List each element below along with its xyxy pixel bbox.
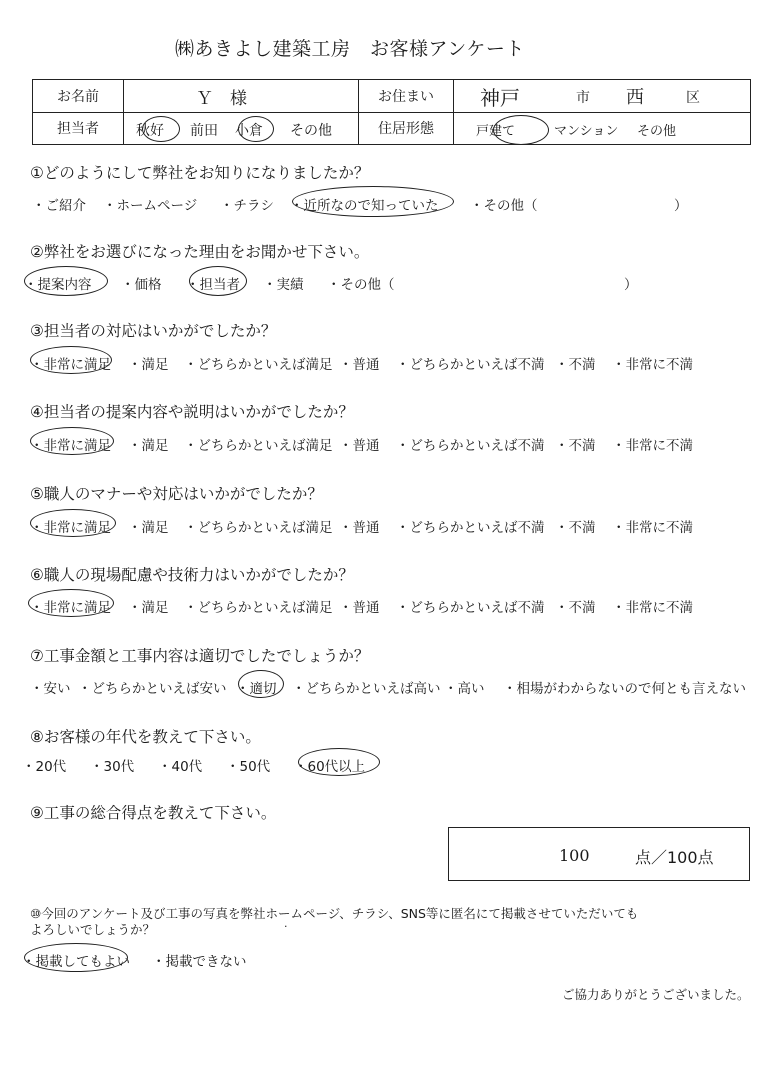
selection-circle-ogura [238,116,274,142]
q4-option-very-satisfied: ・非常に満足 [30,438,111,454]
selection-circle-q5 [30,509,116,537]
q1-option-homepage: ・ホームページ [103,198,198,214]
q8-option-40s: ・40代 [158,759,203,775]
q10-option-allow: ・掲載してもよい [22,954,130,970]
address-handwritten-ward: 西 [626,87,644,108]
q6-option-satisfied: ・満足 [128,600,169,616]
q1-option-flyer: ・チラシ [220,198,274,214]
q5-option-neutral: ・普通 [339,520,380,536]
name-cell [124,80,359,113]
q3-option-satisfied: ・満足 [128,357,169,373]
q7-option-expensive: ・高い [444,681,485,697]
question-10-line2: よろしいでしょうか？ [30,922,156,937]
q3-option-very-dissatisfied: ・非常に不満 [612,357,693,373]
selection-circle-akiyoshi [142,116,180,142]
q1-option-nearby: ・近所なので知っていた [290,198,439,214]
q2-option-other: ・その他（ [327,277,395,293]
question-8: ⑧お客様の年代を教えて下さい。 [30,728,261,746]
address-city-label: 市 [576,90,590,106]
address-handwritten-city: 神戸 [480,86,520,110]
q4-option-very-dissatisfied: ・非常に不満 [612,438,693,454]
q5-option-somewhat-dissatisfied: ・どちらかといえば不満 [396,520,545,536]
selection-circle-q8 [298,748,380,776]
q3-option-neutral: ・普通 [339,357,380,373]
q2-option-record: ・実績 [263,277,304,293]
score-suffix: 点／100点 [635,848,714,867]
question-10-line1: ⑩今回のアンケート及び工事の写真を弊社ホームページ、チラシ、SNS等に匿名にて掲載させていただいても [30,906,639,921]
q7-option-appropriate: ・適切 [236,681,277,697]
address-ward-label: 区 [686,90,700,106]
question-5: ⑤職人のマナーや対応はいかがでしたか？ [30,485,323,503]
q3-option-very-satisfied: ・非常に満足 [30,357,111,373]
housing-option-house: 戸建て [476,123,516,139]
q6-option-very-satisfied: ・非常に満足 [30,600,111,616]
q7-option-somewhat-cheap: ・どちらかといえば安い [78,681,227,697]
address-cell [454,80,751,113]
selection-circle-q10 [24,943,128,972]
q2-option-staff: ・担当者 [186,277,240,293]
q2-option-other-close: ） [624,277,638,293]
housing-label: 住居形態 [359,112,454,145]
q7-option-somewhat-expensive: ・どちらかといえば高い [292,681,441,697]
q1-option-referral: ・ご紹介 [32,198,86,214]
selection-circle-q2-staff [189,266,247,296]
staff-option-maeda: 前田 [190,122,218,139]
question-4: ④担当者の提案内容や説明はいかがでしたか？ [30,403,354,421]
q8-option-60s-plus: ・60代以上 [294,759,366,775]
q5-option-somewhat-satisfied: ・どちらかといえば満足 [184,520,333,536]
q4-option-dissatisfied: ・不満 [555,438,596,454]
stray-mark: · [284,920,288,933]
score-value: 100 [559,846,590,865]
q8-option-30s: ・30代 [90,759,135,775]
q4-option-neutral: ・普通 [339,438,380,454]
q8-option-20s: ・20代 [22,759,67,775]
q5-option-very-satisfied: ・非常に満足 [30,520,111,536]
selection-circle-house [493,115,549,145]
question-6: ⑥職人の現場配慮や技術力はいかがでしたか？ [30,566,354,584]
selection-circle-q7 [238,670,284,698]
q8-option-50s: ・50代 [226,759,271,775]
customer-info-table [32,79,751,145]
q6-option-neutral: ・普通 [339,600,380,616]
q6-option-somewhat-dissatisfied: ・どちらかといえば不満 [396,600,545,616]
q4-option-somewhat-satisfied: ・どちらかといえば満足 [184,438,333,454]
q1-option-other: ・その他（ [470,198,538,214]
selection-circle-q3 [30,346,112,374]
q4-option-somewhat-dissatisfied: ・どちらかといえば不満 [396,438,545,454]
question-2: ②弊社をお選びになった理由をお聞かせ下さい。 [30,243,370,261]
q3-option-somewhat-satisfied: ・どちらかといえば満足 [184,357,333,373]
selection-circle-q4 [30,427,114,455]
q2-option-proposal: ・提案内容 [24,277,92,293]
q2-option-price: ・価格 [121,277,162,293]
q5-option-very-dissatisfied: ・非常に不満 [612,520,693,536]
q5-option-satisfied: ・満足 [128,520,169,536]
staff-option-other: その他 [290,122,332,139]
staff-label: 担当者 [33,112,124,145]
question-9: ⑨工事の総合得点を教えて下さい。 [30,804,277,822]
q6-option-dissatisfied: ・不満 [555,600,596,616]
staff-option-akiyoshi: 秋好 [136,122,164,139]
q6-option-somewhat-satisfied: ・どちらかといえば満足 [184,600,333,616]
housing-option-other: その他 [637,123,677,139]
selection-circle-q6 [28,589,114,617]
q7-option-cheap: ・安い [30,681,71,697]
selection-circle-q1 [292,186,454,217]
closing-thanks: ご協力ありがとうございました。 [562,987,750,1002]
name-label: お名前 [33,80,124,113]
name-value: Ｙ 様 [196,89,247,109]
staff-option-ogura: 小倉 [235,122,263,139]
question-7: ⑦工事金額と工事内容は適切でしたでしょうか？ [30,647,370,665]
score-box [448,827,750,881]
q10-option-deny: ・掲載できない [152,954,247,970]
q5-option-dissatisfied: ・不満 [555,520,596,536]
q3-option-dissatisfied: ・不満 [555,357,596,373]
q1-option-other-close: ） [674,198,688,214]
selection-circle-q2-proposal [24,266,108,296]
q3-option-somewhat-dissatisfied: ・どちらかといえば不満 [396,357,545,373]
q7-option-unknown: ・相場がわからないので何とも言えない [503,681,746,697]
survey-title: ㈱あきよし建築工房 お客様アンケート [175,38,525,60]
question-3: ③担当者の対応はいかがでしたか？ [30,322,277,340]
housing-option-mansion: マンション [554,123,619,139]
q4-option-satisfied: ・満足 [128,438,169,454]
q6-option-very-dissatisfied: ・非常に不満 [612,600,693,616]
address-label: お住まい [359,80,454,113]
question-1: ①どのようにして弊社をお知りになりましたか？ [30,164,370,182]
